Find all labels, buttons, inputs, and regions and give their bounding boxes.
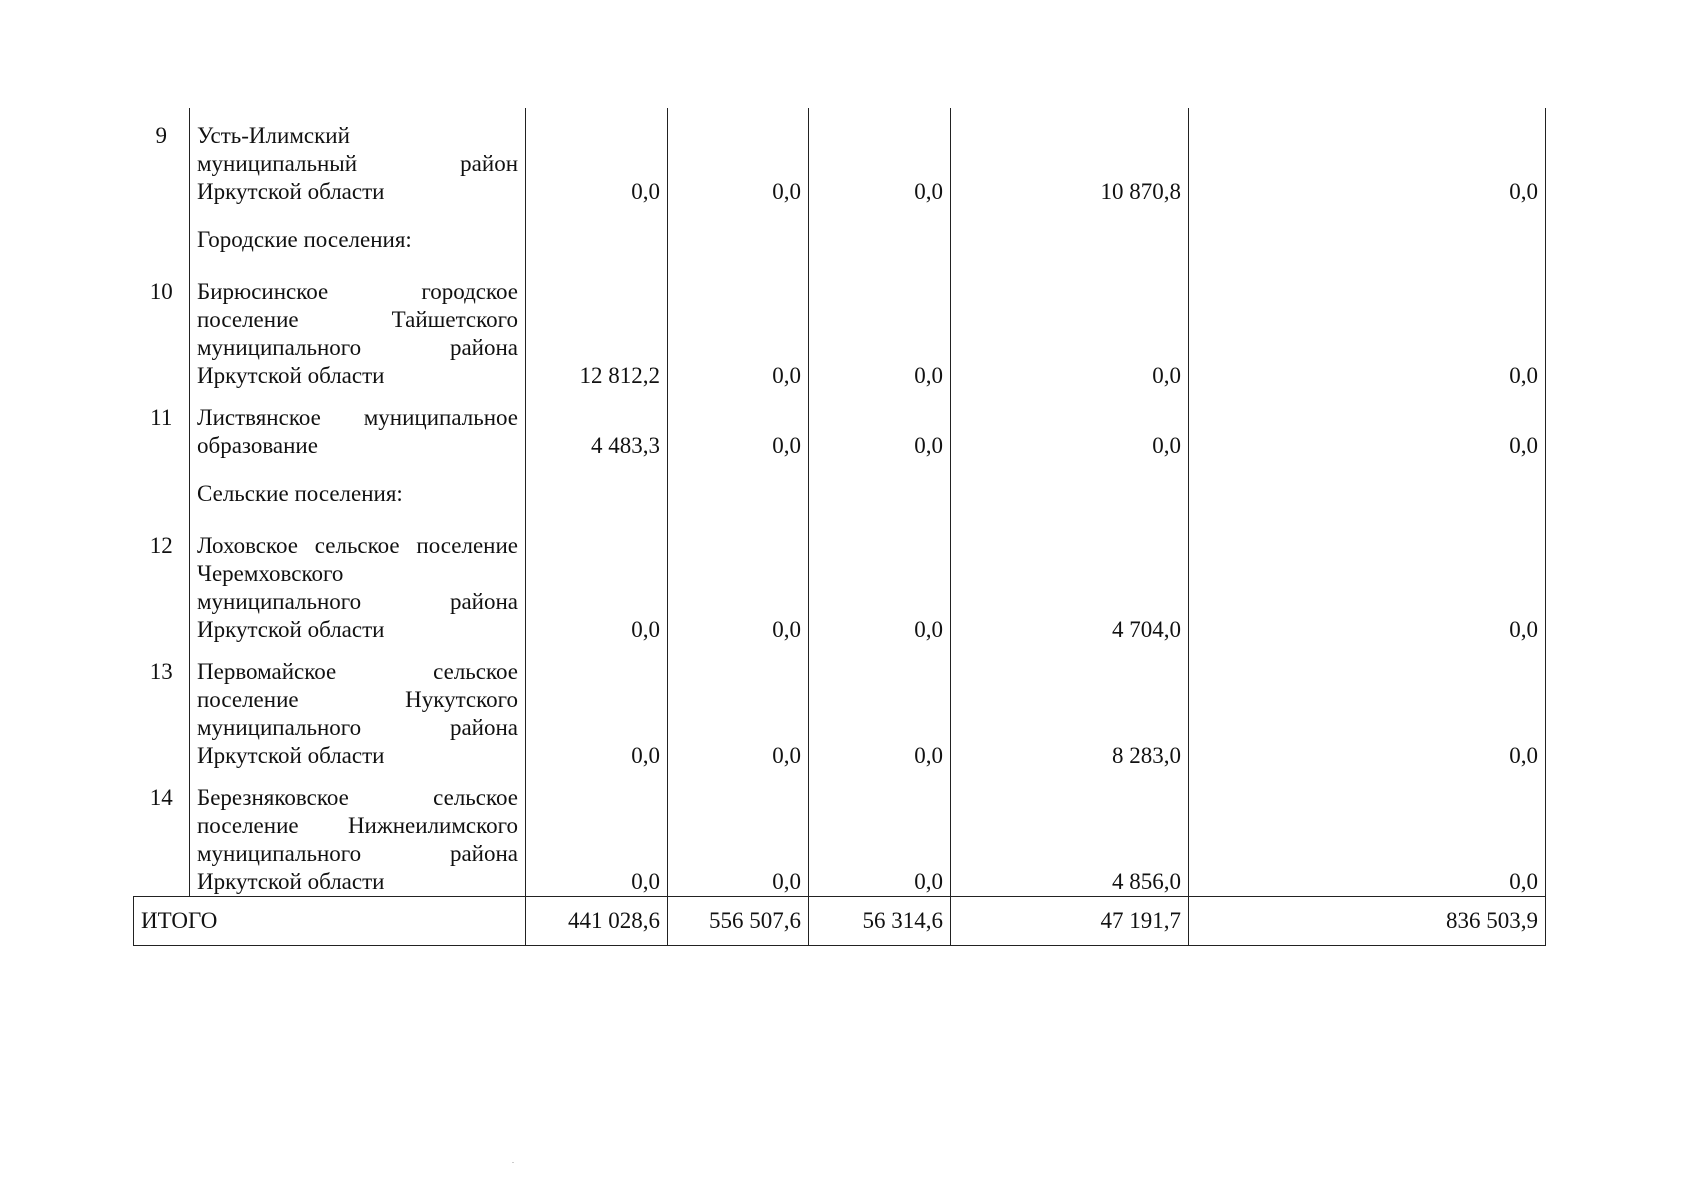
municipality-name [190,390,526,460]
municipality-name [190,644,526,770]
name-text: Иркутской области [197,869,385,894]
name-word: Бирюсинское [197,279,329,304]
value-cell-2: 0,0 [668,644,809,770]
table-row [134,644,1546,770]
name-text: Иркутской области [197,363,385,388]
value-cell-1: 4 483,3 [526,390,668,460]
row-number: 11 [134,390,190,460]
name-line [197,432,518,460]
value-cell-5: 0,0 [1189,770,1546,897]
name-line [197,840,518,868]
name-word: района [449,841,518,866]
value-cell-4: 8 283,0 [951,644,1189,770]
empty-cell [1189,460,1546,518]
table-row [134,518,1546,644]
value-cell-3: 0,0 [809,264,951,390]
name-word: района [449,715,518,740]
name-word: район [460,151,518,176]
row-number [134,206,190,264]
name-word: Лоховское [197,533,299,558]
value-cell-4: 0,0 [951,264,1189,390]
name-line [197,658,518,686]
empty-cell [526,460,668,518]
name-text: Иркутской области [197,179,385,204]
value-cell-4: 0,0 [951,390,1189,460]
value-cell-2: 0,0 [668,264,809,390]
name-line [197,362,518,390]
empty-cell [809,206,951,264]
value-cell-3: 0,0 [809,644,951,770]
name-text: Иркутской области [197,617,385,642]
table-row [134,770,1546,897]
name-word: Нижнеилимского [347,813,518,838]
empty-cell [668,460,809,518]
value-cell-1: 0,0 [526,770,668,897]
empty-cell [951,460,1189,518]
name-line [197,714,518,742]
value-cell-1: 0,0 [526,518,668,644]
table-body [134,108,1546,946]
value-cell-3: 0,0 [809,518,951,644]
value-cell-1: 0,0 [526,644,668,770]
value-cell-2: 0,0 [668,770,809,897]
name-line [197,150,518,178]
value-cell-4: 4 704,0 [951,518,1189,644]
name-line [197,122,518,150]
name-text: Черемховского [197,561,344,586]
empty-cell [951,206,1189,264]
total-label: ИТОГО [134,897,526,946]
empty-cell [526,206,668,264]
name-text: Иркутской области [197,743,385,768]
name-word: муниципальное [363,405,518,430]
scan-speck [512,1162,514,1163]
name-word: поселение [197,687,299,712]
name-line [197,404,518,432]
row-number: 10 [134,264,190,390]
name-line [197,532,518,560]
name-line [197,784,518,812]
row-number [134,460,190,518]
value-cell-3: 0,0 [809,390,951,460]
value-cell-5: 0,0 [1189,644,1546,770]
municipality-name [190,264,526,390]
value-cell-5: 0,0 [1189,390,1546,460]
name-word: поселение [197,307,299,332]
name-text: образование [197,433,318,458]
table-row [134,108,1546,206]
empty-cell [1189,206,1546,264]
total-value-3: 56 314,6 [809,897,951,946]
name-word: Первомайское [197,659,337,684]
section-heading: Сельские поселения: [190,460,526,518]
row-number: 9 [134,108,190,206]
name-word: сельское [433,659,518,684]
value-cell-1: 0,0 [526,108,668,206]
value-cell-2: 0,0 [668,108,809,206]
total-value-4: 47 191,7 [951,897,1189,946]
value-cell-5: 0,0 [1189,108,1546,206]
name-word: городское [421,279,518,304]
name-word: сельское [433,785,518,810]
name-line [197,306,518,334]
total-value-2: 556 507,6 [668,897,809,946]
table-row [134,390,1546,460]
name-word: района [449,335,518,360]
name-line [197,334,518,362]
value-cell-2: 0,0 [668,390,809,460]
table-row [134,264,1546,390]
value-cell-3: 0,0 [809,770,951,897]
value-cell-5: 0,0 [1189,264,1546,390]
name-word: Нукутского [405,687,518,712]
section-heading: Городские поселения: [190,206,526,264]
name-word: района [449,589,518,614]
name-word: муниципального [197,841,362,866]
name-word: поселение [197,813,299,838]
total-row [134,897,1546,946]
empty-cell [809,460,951,518]
name-line [197,588,518,616]
row-number: 14 [134,770,190,897]
name-line [197,616,518,644]
name-word: Березняковское [197,785,349,810]
name-line [197,560,518,588]
name-word: муниципального [197,715,362,740]
municipality-name [190,518,526,644]
municipality-name [190,108,526,206]
value-cell-4: 4 856,0 [951,770,1189,897]
empty-cell [668,206,809,264]
section-row [134,206,1546,264]
section-row [134,460,1546,518]
allocation-table [133,108,1546,946]
total-value-1: 441 028,6 [526,897,668,946]
name-line [197,686,518,714]
name-line [197,868,518,896]
name-word: муниципального [197,335,362,360]
value-cell-4: 10 870,8 [951,108,1189,206]
name-text: Усть-Илимский [197,123,350,148]
value-cell-2: 0,0 [668,518,809,644]
value-cell-1: 12 812,2 [526,264,668,390]
name-line [197,812,518,840]
name-word: муниципального [197,589,362,614]
name-word: поселение [416,533,518,558]
name-line [197,178,518,206]
total-value-5: 836 503,9 [1189,897,1546,946]
name-word: муниципальный [197,151,358,176]
name-word: Листвянское [197,405,321,430]
name-line [197,742,518,770]
municipality-name [190,770,526,897]
name-line [197,278,518,306]
name-word: Тайшетского [391,307,518,332]
row-number: 13 [134,644,190,770]
value-cell-5: 0,0 [1189,518,1546,644]
name-word: сельское [314,533,400,558]
row-number: 12 [134,518,190,644]
value-cell-3: 0,0 [809,108,951,206]
